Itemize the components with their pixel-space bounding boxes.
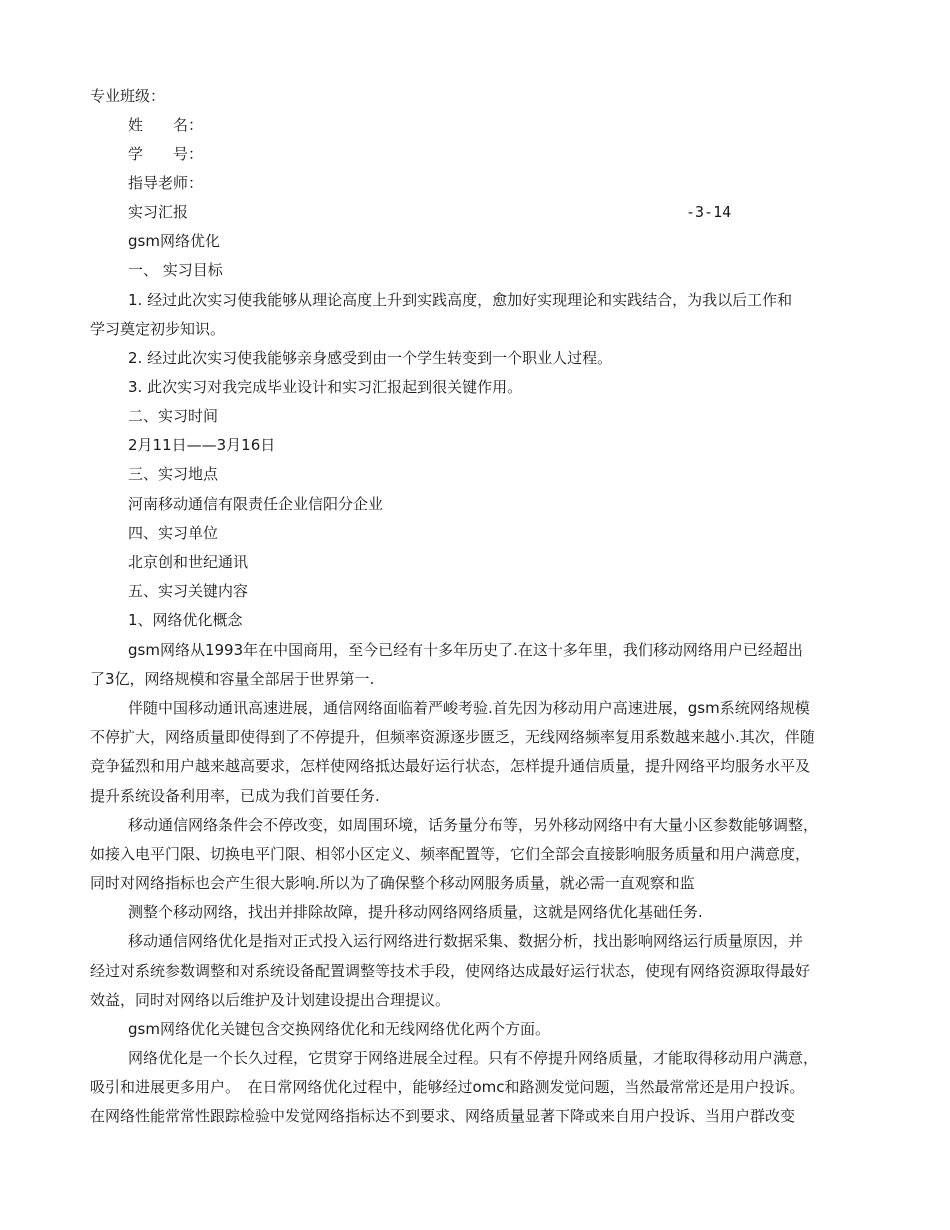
section-heading-time: 二、实习时间 (128, 407, 219, 425)
paragraph-line: 竞争猛烈和用户越来越高要求，怎样使网络抵达最好运行状态，怎样提升通信质量，提升网络平均服务水平及 (90, 757, 811, 775)
paragraph-line: 不停扩大，网络质量即使得到了不停提升，但频率资源逐步匮乏，无线网络频率复用系数越来越小.其次，伴随 (90, 728, 815, 746)
paragraph-line: 移动通信网络条件会不停改变，如周围环境，话务量分布等，另外移动网络中有大量小区参数能够调整， (128, 816, 819, 834)
paragraph-line: gsm网络从1993年在中国商用，至今已经有十多年历史了.在这十多年里，我们移动网络用户已经超出 (128, 641, 803, 659)
name-label: 姓 名： (128, 116, 204, 134)
student-id-label: 学 号： (128, 145, 204, 163)
paragraph-line: 伴随中国移动通讯高速进展，通信网络面临着严峻考验.首先因为移动用户高速进展，gsm系统网络规模 (128, 699, 810, 717)
advisor-label: 指导老师： (128, 174, 204, 192)
paragraph-line: 在网络性能常常性跟踪检验中发觉网络指标达不到要求、网络质量显著下降或来自用户投诉、当用户群改变 (90, 1107, 796, 1125)
goal-item-3: 3. 此次实习对我完成毕业设计和实习汇报起到很关键作用。 (128, 378, 523, 396)
paragraph-line: 同时对网络指标也会产生很大影响.所以为了确保整个移动网服务质量，就必需一直观察和监 (90, 874, 695, 892)
paragraph-line: 经过对系统参数调整和对系统设备配置调整等技术手段，使网络达成最好运行状态，使现有网络资源取得最好 (90, 962, 811, 980)
section-heading-goal: 一、 实习目标 (128, 261, 223, 279)
place-value: 河南移动通信有限责任企业信阳分企业 (128, 495, 384, 513)
section-heading-unit: 四、实习单位 (128, 524, 219, 542)
goal-item-1: 1. 经过此次实习使我能够从理论高度上升到实践高度，愈加好实现理论和实践结合，为我以后工作和 (128, 291, 793, 309)
paragraph-line: 效益，同时对网络以后维护及计划建设提出合理提议。 (90, 991, 451, 1009)
subsection-heading: 1、网络优化概念 (128, 611, 243, 629)
unit-value: 北京创和世纪通讯 (128, 553, 249, 571)
report-title: 实习汇报 (128, 203, 189, 221)
subject-title: gsm网络优化 (128, 232, 220, 250)
section-heading-content: 五、实习关键内容 (128, 582, 249, 600)
paragraph-line: 如接入电平门限、切换电平门限、相邻小区定义、频率配置等，它们全部会直接影响服务质量和用户满意度， (90, 845, 811, 863)
paragraph-line: 吸引和进展更多用户。 在日常网络优化过程中，能够经过omc和路测发觉问题，当然最常常还是用户投诉。 (90, 1078, 805, 1096)
paragraph-line: 了3亿，网络规模和容量全部居于世界第一. (90, 670, 375, 688)
section-heading-place: 三、实习地点 (128, 465, 219, 483)
paragraph-line: 测整个移动网络，找出并排除故障，提升移动网络网络质量，这就是网络优化基础任务. (128, 903, 703, 921)
paragraph-line: 移动通信网络优化是指对正式投入运行网络进行数据采集、数据分析，找出影响网络运行质量原因，并 (128, 932, 804, 950)
class-label: 专业班级： (90, 87, 166, 105)
time-value: 2月11日——3月16日 (128, 436, 276, 454)
paragraph-line: gsm网络优化关键包含交换网络优化和无线网络优化两个方面。 (128, 1020, 550, 1038)
report-date: -3-14 (686, 203, 732, 221)
goal-item-1-cont: 学习奠定初步知识。 (90, 320, 226, 338)
paragraph-line: 网络优化是一个长久过程，它贯穿于网络进展全过程。只有不停提升网络质量，才能取得移动用户满意， (128, 1049, 819, 1067)
paragraph-line: 提升系统设备利用率，已成为我们首要任务. (90, 787, 380, 805)
goal-item-2: 2. 经过此次实习使我能够亲身感受到由一个学生转变到一个职业人过程。 (128, 349, 613, 367)
